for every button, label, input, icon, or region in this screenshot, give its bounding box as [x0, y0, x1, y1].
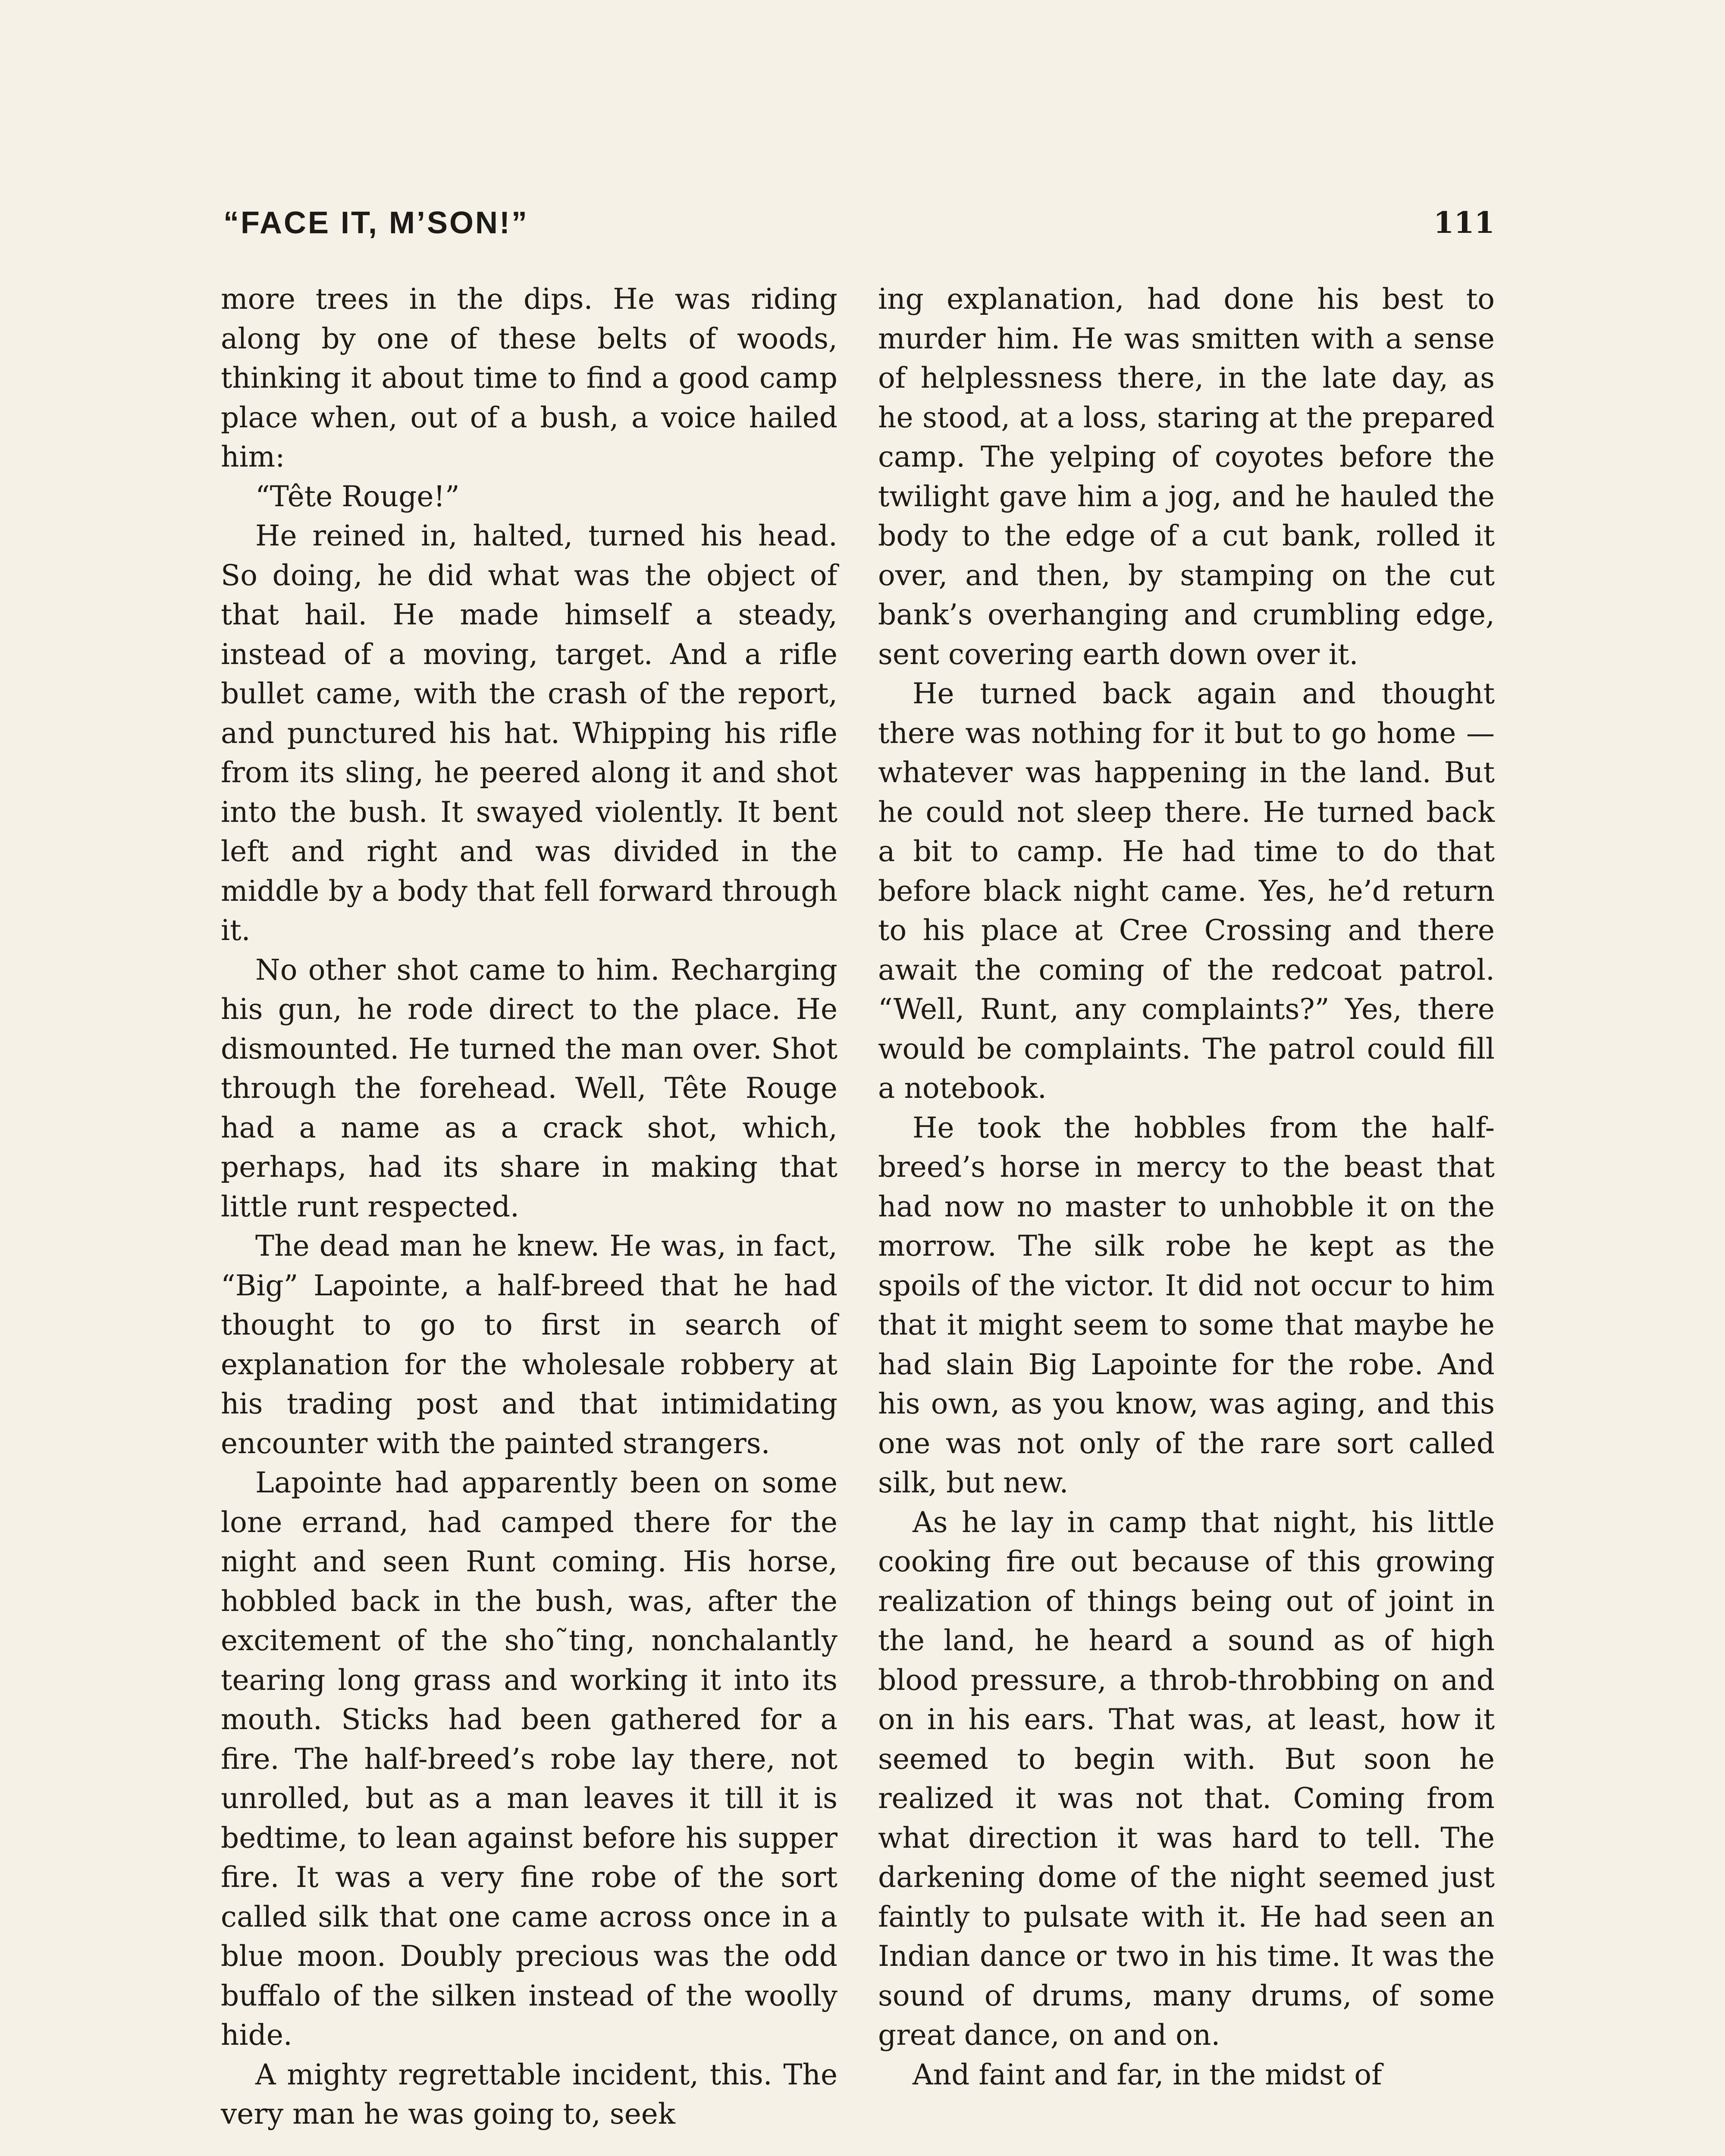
page-number: 111: [1433, 206, 1495, 240]
paragraph: Lapointe had apparently been on some lone errand, had camped there for the night and seen Runt coming. His horse, hobbled back in the bush, was, after the excitement of the sho˜ting, nonchalantly tearing long grass and working it into its mouth. Sticks had been gathered for a fire. The half-breed’s robe lay there, not unrolled, but as a man leaves it till it is bedtime, to lean against before his supper fire. It was a very fine robe of the sort called silk that one came across once in a blue moon. Doubly precious was the odd buffalo of the silken instead of the woolly hide.: [221, 1466, 837, 2052]
paragraph: No other shot came to him. Recharging his gun, he rode direct to the place. He dismounted. He turned the man over. Shot through the forehead. Well, Tête Rouge had a name as a crack shot, which, perhaps, had its share in making that little runt respected.: [221, 953, 837, 1223]
paragraph: more trees in the dips. He was riding along by one of these belts of woods, thinking it about time to find a good camp place when, out of a bush, a voice hailed him:: [221, 282, 837, 473]
paragraph: ing explanation, had done his best to murder him. He was smitten with a sense of helplessness there, in the late day, as he stood, at a loss, staring at the prepared camp. The yelping of coyotes before the twilight gave him a jog, and he hauled the body to the edge of a cut bank, rolled it over, and then, by stamping on the cut bank’s overhanging and crumbling edge, sent covering earth down over it.: [878, 282, 1495, 671]
paragraph: As he lay in camp that night, his little cooking fire out because of this growing realization of things being out of joint in the land, he heard a sound as of high blood pressure, a throb-throbbing on and on in his ears. That was, at least, how it seemed to begin with. But soon he realized it was not that. Coming from what direction it was hard to tell. The darkening dome of the night seemed just faintly to pulsate with it. He had seen an Indian dance or two in his time. It was the sound of drums, many drums, of some great dance, on and on.: [878, 1505, 1495, 2052]
page-header: [223, 199, 1495, 247]
paragraph: A mighty regrettable incident, this. The very man he was going to, seek: [221, 2058, 837, 2131]
running-head-title: “FACE IT, M’SON!”: [223, 206, 529, 240]
paragraph: The dead man he knew. He was, in fact, “Big” Lapointe, a half-breed that he had thought to go to first in search of explanation for the wholesale robbery at his trading post and that intimidating encounter with the painted strangers.: [221, 1229, 837, 1460]
paragraph: He reined in, halted, turned his head. So doing, he did what was the object of that hail. He made himself a steady, instead of a moving, target. And a rifle bullet came, with the crash of the report, and punctured his hat. Whipping his rifle from its sling, he peered along it and shot into the bush. It swayed violently. It bent left and right and was divided in the middle by a body that fell forward through it.: [221, 519, 837, 947]
left-column: [221, 279, 837, 2134]
paragraph: He turned back again and thought there was nothing for it but to go home —whatever was happening in the land. But he could not sleep there. He turned back a bit to camp. He had time to do that before black night came. Yes, he’d return to his place at Cree Crossing and there await the coming of the redcoat patrol. “Well, Runt, any complaints?” Yes, there would be complaints. The patrol could fill a notebook.: [878, 677, 1495, 1105]
paragraph: “Tête Rouge!”: [255, 479, 460, 513]
right-column: [878, 279, 1495, 2094]
paragraph: He took the hobbles from the half-breed’s horse in mercy to the beast that had now no master to unhobble it on the morrow. The silk robe he kept as the spoils of the victor. It did not occur to him that it might seem to some that maybe he had slain Big Lapointe for the robe. And his own, as you know, was aging, and this one was not only of the rare sort called silk, but new.: [878, 1111, 1495, 1499]
paragraph: And faint and far, in the midst of: [913, 2058, 1382, 2091]
